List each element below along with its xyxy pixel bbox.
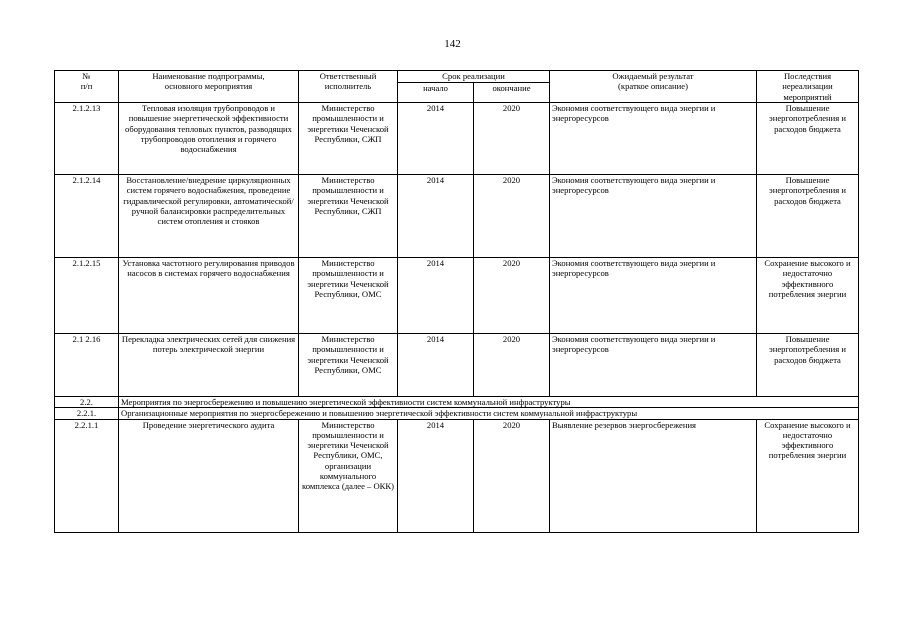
header-num-text: № п/п	[80, 71, 93, 92]
section-title: Мероприятия по энергосбережению и повышению энергетической эффективности систем коммунальной инфраструктуры	[119, 397, 859, 408]
cell-num: 2.1.2.14	[55, 175, 119, 258]
cell-consequences: Сохранение высокого и недостаточно эффективного потребления энергии	[757, 419, 859, 532]
header-executor-text: Ответственный исполнитель	[319, 71, 377, 92]
header-consequences-text: Последствия нереализации мероприятий	[782, 71, 833, 102]
cell-consequences: Повышение энергопотребления и расходов бюджета	[757, 103, 859, 175]
measures-table	[54, 70, 859, 533]
page-number: 142	[444, 38, 461, 50]
cell-executor: Министерство промышленности и энергетики Чеченской Республики, ОМС	[299, 258, 398, 334]
cell-num: 2.1.2.15	[55, 258, 119, 334]
header-start: начало	[398, 83, 474, 103]
cell-executor: Министерство промышленности и энергетики Чеченской Республики, СЖП	[299, 103, 398, 175]
section-num: 2.2.1.	[55, 408, 119, 419]
header-row-top	[55, 71, 859, 83]
cell-result: Экономия соответствующего вида энергии и энергоресурсов	[550, 175, 757, 258]
cell-result: Выявление резервов энергосбережения	[550, 419, 757, 532]
header-num	[55, 71, 119, 103]
section-title: Организационные мероприятия по энергосбережению и повышению энергетической эффективности систем коммунальной инфраструктуры	[119, 408, 859, 419]
cell-start: 2014	[398, 103, 474, 175]
header-end: окончание	[474, 83, 550, 103]
section-row	[55, 397, 859, 408]
cell-start: 2014	[398, 258, 474, 334]
cell-end: 2020	[474, 334, 550, 397]
cell-result: Экономия соответствующего вида энергии и энергоресурсов	[550, 258, 757, 334]
header-period: Срок реализации	[398, 71, 550, 83]
cell-name: Проведение энергетического аудита	[119, 419, 299, 532]
table-row	[55, 258, 859, 334]
cell-start: 2014	[398, 334, 474, 397]
table-row	[55, 103, 859, 175]
cell-num: 2.1 2.16	[55, 334, 119, 397]
cell-consequences: Сохранение высокого и недостаточно эффективного потребления энергии	[757, 258, 859, 334]
cell-executor: Министерство промышленности и энергетики Чеченской Республики, ОМС, организации коммунального комплекса (далее – ОКК)	[299, 419, 398, 532]
header-executor	[299, 71, 398, 103]
cell-name: Установка частотного регулирования приводов насосов в системах горячего водоснабжения	[119, 258, 299, 334]
cell-num: 2.1.2.13	[55, 103, 119, 175]
cell-result: Экономия соответствующего вида энергии и энергоресурсов	[550, 103, 757, 175]
cell-consequences: Повышение энергопотребления и расходов бюджета	[757, 334, 859, 397]
cell-name: Восстановление/внедрение циркуляционных систем горячего водоснабжения, проведение гидравлической регулировки, автоматической/ручной балансировки распределительных систем отопления и стояков	[119, 175, 299, 258]
section-num: 2.2.	[55, 397, 119, 408]
cell-end: 2020	[474, 175, 550, 258]
cell-end: 2020	[474, 258, 550, 334]
header-consequences	[757, 71, 859, 103]
table-row	[55, 175, 859, 258]
cell-end: 2020	[474, 103, 550, 175]
cell-start: 2014	[398, 175, 474, 258]
table-row	[55, 419, 859, 532]
cell-num: 2.2.1.1	[55, 419, 119, 532]
header-name-text: Наименование подпрограммы, основного мероприятия	[152, 71, 265, 92]
table-row	[55, 334, 859, 397]
cell-end: 2020	[474, 419, 550, 532]
header-result-text: Ожидаемый результат (краткое описание)	[612, 71, 694, 92]
cell-consequences: Повышение энергопотребления и расходов бюджета	[757, 175, 859, 258]
cell-executor: Министерство промышленности и энергетики Чеченской Республики, ОМС	[299, 334, 398, 397]
cell-name: Тепловая изоляция трубопроводов и повышение энергетической эффективности оборудования тепловых пунктов, разводящих трубопроводов отопления и горячего водоснабжения	[119, 103, 299, 175]
section-row	[55, 408, 859, 419]
header-name	[119, 71, 299, 103]
cell-name: Перекладка электрических сетей для снижения потерь электрической энергии	[119, 334, 299, 397]
cell-start: 2014	[398, 419, 474, 532]
header-result	[550, 71, 757, 103]
cell-executor: Министерство промышленности и энергетики Чеченской Республики, СЖП	[299, 175, 398, 258]
cell-result: Экономия соответствующего вида энергии и энергоресурсов	[550, 334, 757, 397]
